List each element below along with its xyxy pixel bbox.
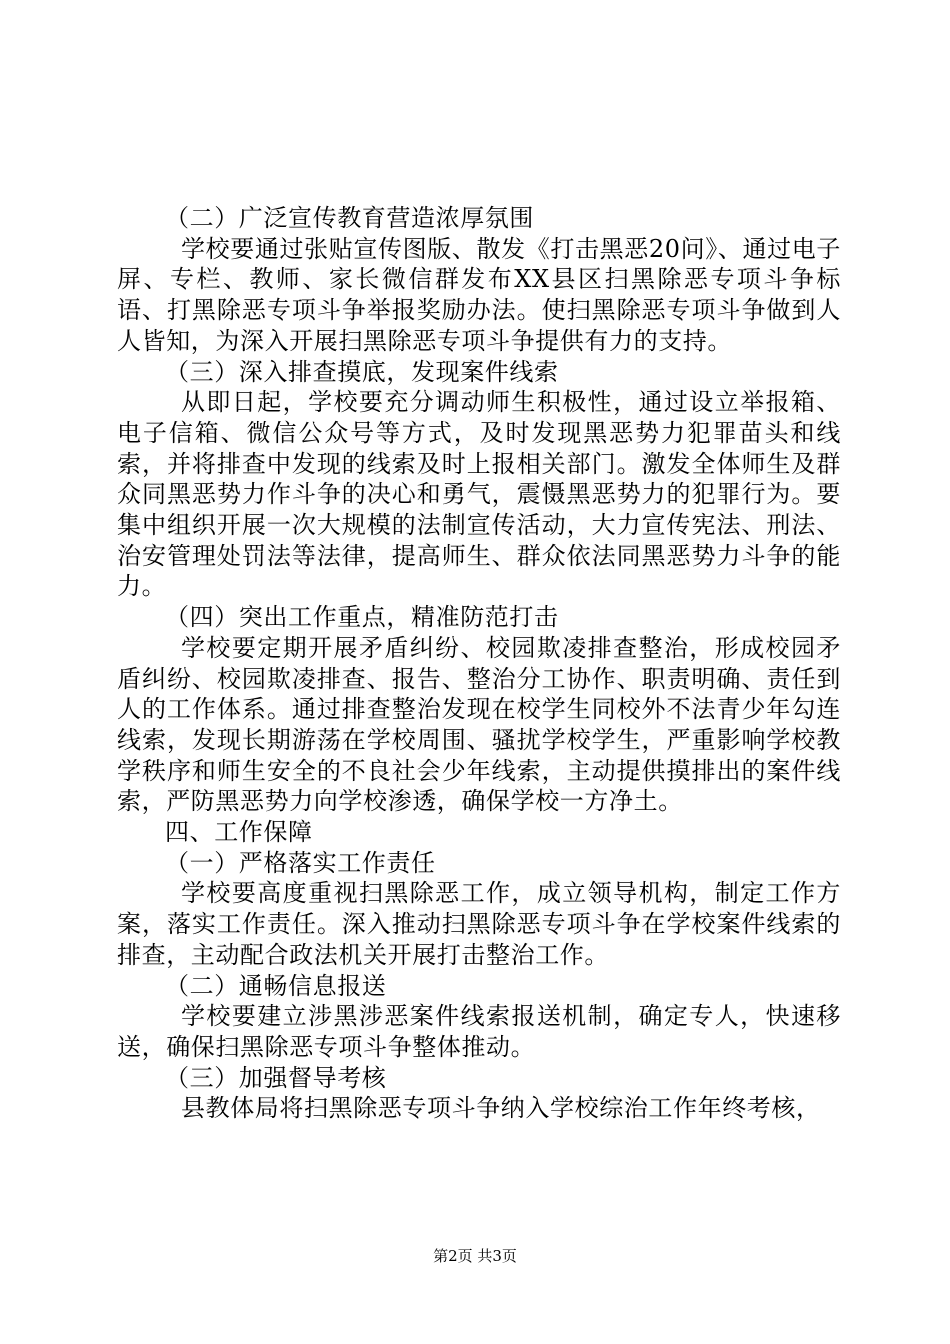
body-paragraph: 学校要建立涉黑涉恶案件线索报送机制，确定专人，快速移送，确保扫黑除恶专项斗争整体推动。 [117,1002,841,1061]
body-paragraph: 学校要通过张贴宣传图版、散发《打击黑恶20问》、通过电子屏、专栏、教师、家长微信群发布XX县区扫黑除恶专项斗争标语、打黑除恶专项斗争举报奖励办法。使扫黑除恶专项斗争做到人人皆知，为深入开展扫黑除恶专项斗争提供有力的支持。 [117,234,841,355]
section-heading: （一）严格落实工作责任 [165,848,436,877]
section-heading: （三）加强督导考核 [165,1063,387,1092]
body-paragraph: 县教体局将扫黑除恶专项斗争纳入学校综治工作年终考核， [181,1094,821,1123]
chapter-heading: 四、工作保障 [165,818,313,847]
page-number-footer: 第2页 共3页 [433,1247,517,1265]
section-heading: （四）突出工作重点，精准防范打击 [165,603,559,632]
body-paragraph: 从即日起，学校要充分调动师生积极性，通过设立举报箱、电子信箱、微信公众号等方式，及时发现黑恶势力犯罪苗头和线索，并将排查中发现的线索及时上报相关部门。激发全体师生及群众同黑恶势力作斗争的决心和勇气，震慑黑恶势力的犯罪行为。要集中组织开展一次大规模的法制宣传活动，大力宣传宪法、刑法、治安管理处罚法等法律，提高师生、群众依法同黑恶势力斗争的能力。 [117,388,841,601]
body-paragraph: 学校要定期开展矛盾纠纷、校园欺凌排查整治，形成校园矛盾纠纷、校园欺凌排查、报告、整治分工协作、职责明确、责任到人的工作体系。通过排查整治发现在校学生同校外不法青少年勾连线索，发现长期游荡在学校周围、骚扰学校学生，严重影响学校教学秩序和师生安全的不良社会少年线索，主动提供摸排出的案件线索，严防黑恶势力向学校渗透，确保学校一方净土。 [117,633,841,816]
section-heading: （二）通畅信息报送 [165,971,387,1000]
body-paragraph: 学校要高度重视扫黑除恶工作，成立领导机构，制定工作方案，落实工作责任。深入推动扫黑除恶专项斗争在学校案件线索的排查，主动配合政法机关开展打击整治工作。 [117,879,841,969]
section-heading: （二）广泛宣传教育营造浓厚氛围 [165,204,534,232]
section-heading: （三）深入排查摸底，发现案件线索 [165,357,559,386]
document-body [117,203,841,1124]
